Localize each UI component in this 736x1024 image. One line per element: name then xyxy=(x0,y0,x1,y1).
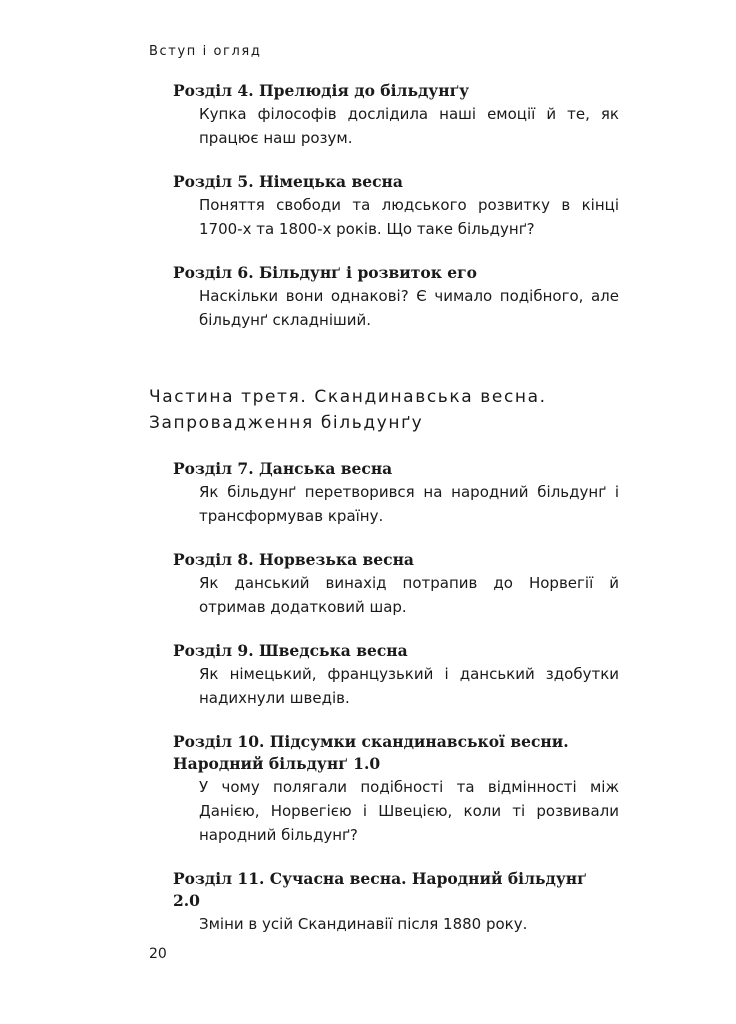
chapter-entry-6 xyxy=(173,262,619,332)
chapter-title: Розділ 6. Більдунґ і розвиток его xyxy=(173,263,478,282)
chapter-description: Як більдунґ перетворився на народний більдунґ і трансформував країну. xyxy=(199,483,619,525)
chapter-description: Як данський винахід потрапив до Норвегії й отримав додатковий шар. xyxy=(199,574,619,616)
part-heading-line-2: Запровадження більдунґу xyxy=(149,413,424,433)
chapter-title: Розділ 7. Данська весна xyxy=(173,459,393,478)
chapter-title: Розділ 11. Сучасна весна. Народний більдунґ 2.0 xyxy=(173,869,587,910)
part-heading-line-1: Частина третя. Скандинавська весна. xyxy=(149,387,547,407)
page-number: 20 xyxy=(149,946,167,962)
chapter-title: Розділ 10. Підсумки скандинавської весни. Народний більдунґ 1.0 xyxy=(173,732,569,773)
chapter-entry-8 xyxy=(173,549,619,619)
chapter-entry-5 xyxy=(173,171,619,241)
running-head: Вступ і огляд xyxy=(149,44,262,59)
chapter-title: Розділ 9. Шведська весна xyxy=(173,641,408,660)
chapter-description: Як німецький, французький і данський здобутки надихнули шведів. xyxy=(199,665,619,707)
chapter-entry-11 xyxy=(173,868,619,936)
chapter-title: Розділ 5. Німецька весна xyxy=(173,172,403,191)
chapter-description: Зміни в усій Скандинавії після 1880 року. xyxy=(199,915,528,933)
chapter-entry-4 xyxy=(173,80,619,150)
chapter-entry-7 xyxy=(173,458,619,528)
chapter-title: Розділ 4. Прелюдія до більдунґу xyxy=(173,81,470,100)
chapter-description: Купка філософів дослідила наші емоції й те, як працює наш розум. xyxy=(199,105,619,147)
table-of-contents xyxy=(149,80,619,936)
chapter-description: Поняття свободи та людського розвитку в кінці 1700-х та 1800-х років. Що таке більдунґ? xyxy=(199,196,619,238)
chapter-entry-10 xyxy=(173,731,619,847)
chapter-description: У чому полягали подібності та відмінності між Данією, Норвегією і Швецією, коли ті розвивали народний більдунґ? xyxy=(199,778,619,844)
part-heading xyxy=(149,384,619,436)
chapter-title: Розділ 8. Норвезька весна xyxy=(173,550,414,569)
chapter-entry-9 xyxy=(173,640,619,710)
chapter-description: Наскільки вони однакові? Є чимало подібного, але більдунґ складніший. xyxy=(199,287,619,329)
